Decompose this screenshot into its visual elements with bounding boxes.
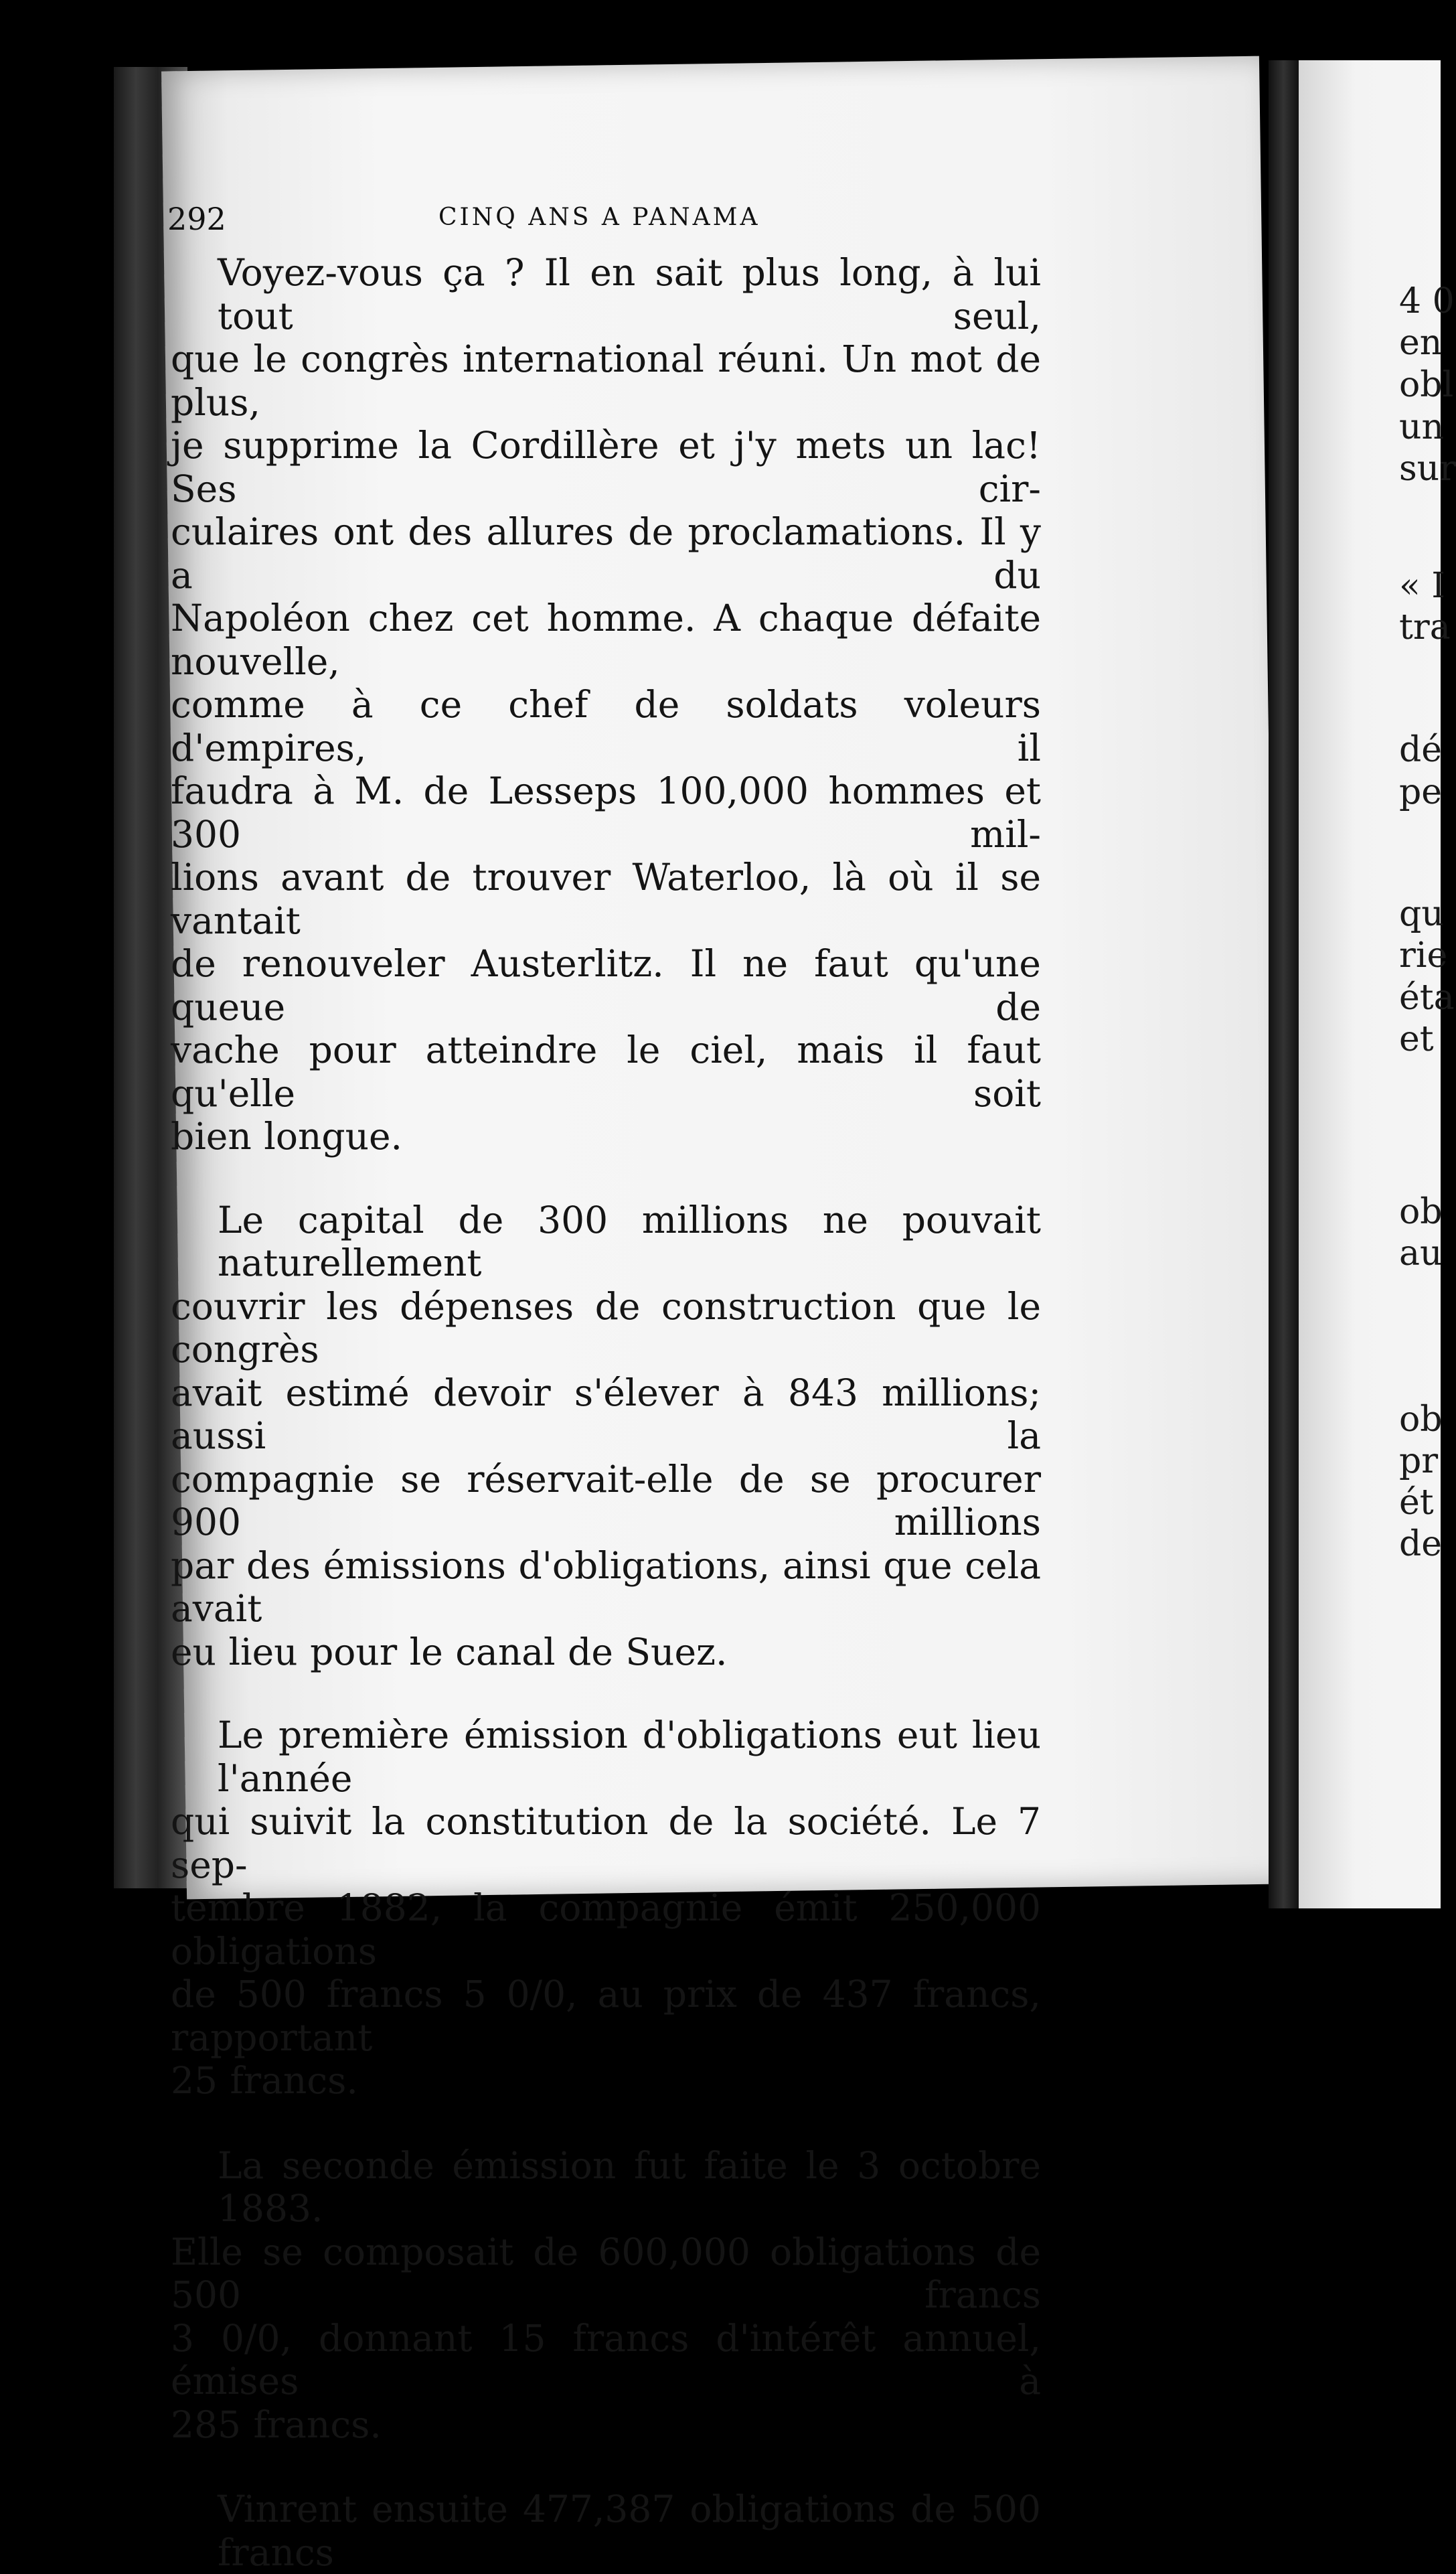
paragraph-gap	[171, 2103, 1041, 2144]
facing-fragment: de	[1399, 1524, 1443, 1564]
text-line: bien longue.	[171, 1115, 403, 1158]
text-line: Napoléon chez cet homme. A chaque défaite nouvelle,	[171, 597, 1041, 683]
facing-page	[1299, 60, 1456, 1908]
text-line: La seconde émission fut faite le 3 octobre 1883.	[218, 2143, 1041, 2230]
paragraph-3	[171, 1714, 1041, 2103]
text-line: Voyez-vous ça ? Il en sait plus long, à lui tout seul,	[218, 251, 1041, 337]
text-line: 285 francs.	[171, 2403, 382, 2446]
text-line: Le capital de 300 millions ne pouvait naturellement	[218, 1198, 1041, 1284]
facing-fragment: ob	[1399, 1399, 1443, 1440]
facing-fragment: en	[1399, 323, 1443, 363]
text-line: je supprime la Cordillère et j'y mets un lac! Ses cir-	[171, 424, 1041, 510]
facing-fragment: qu	[1399, 894, 1444, 934]
text-line: qui suivit la constitution de la société. Le 7 sep-	[171, 1800, 1041, 1886]
text-line: culaires ont des allures de proclamations. Il y a du	[171, 510, 1041, 597]
text-line: que le congrès international réuni. Un mot de plus,	[171, 337, 1041, 424]
facing-fragment: tra	[1399, 607, 1451, 648]
running-title: CINQ ANS A PANAMA	[438, 204, 760, 231]
facing-fragment: « I	[1399, 566, 1445, 606]
paragraph-1	[171, 251, 1041, 1158]
text-line: eu lieu pour le canal de Suez.	[171, 1630, 728, 1673]
text-line: de renouveler Austerlitz. Il ne faut qu'une queue de	[171, 942, 1041, 1029]
paragraph-2	[171, 1199, 1041, 1674]
facing-fragment: pe	[1399, 772, 1443, 812]
page-number: 292	[167, 201, 226, 237]
facing-fragment: ét	[1399, 1483, 1434, 1523]
text-line: couvrir les dépenses de construction que le congrès	[171, 1284, 1041, 1371]
paragraph-gap	[171, 1673, 1041, 1714]
text-line: comme à ce chef de soldats voleurs d'empires, il	[171, 683, 1041, 769]
text-line: par des émissions d'obligations, ainsi que cela avait	[171, 1543, 1041, 1630]
facing-fragment: ob	[1399, 1192, 1443, 1232]
facing-fragment: obl	[1399, 365, 1454, 405]
facing-fragment: dé	[1399, 730, 1443, 770]
body-text	[171, 251, 1041, 2574]
facing-fragment: 4 0	[1399, 281, 1455, 321]
text-line: de 500 francs 5 0/0, au prix de 437 francs, rapportant	[171, 1973, 1041, 2059]
paragraph-gap	[171, 1158, 1041, 1199]
text-line: 3 0/0, donnant 15 francs d'intérêt annuel, émises à	[171, 2316, 1041, 2403]
paragraph-4	[171, 2144, 1041, 2447]
text-line: avait estimé devoir s'élever à 843 millions; aussi la	[171, 1371, 1041, 1457]
text-line: faudra à M. de Lesseps 100,000 hommes et 300 mil-	[171, 769, 1041, 856]
paragraph-gap	[171, 2446, 1041, 2488]
page-edge	[1269, 60, 1299, 1908]
facing-fragment: au	[1399, 1233, 1443, 1274]
running-head	[167, 201, 971, 241]
text-line: compagnie se réservait-elle de se procurer 900 millions	[171, 1457, 1041, 1543]
text-line: tembre 1882, la compagnie émit 250,000 obligations	[171, 1886, 1041, 1973]
facing-fragment: un	[1399, 407, 1444, 447]
text-line: Vinrent ensuite 477,387 obligations de 500 francs	[218, 2488, 1041, 2574]
facing-fragment: et	[1399, 1019, 1434, 1059]
facing-fragment: sur	[1399, 449, 1456, 489]
text-line: lions avant de trouver Waterloo, là où il se vantait	[171, 856, 1041, 942]
facing-fragment: rie	[1399, 935, 1448, 976]
text-line: Elle se composait de 600,000 obligations de 500 francs	[171, 2230, 1041, 2316]
text-line: 25 francs.	[171, 2059, 358, 2102]
text-line: Le première émission d'obligations eut lieu l'année	[218, 1714, 1041, 1800]
facing-fragment: pr	[1399, 1441, 1439, 1481]
facing-fragment: éta	[1399, 978, 1455, 1018]
paragraph-5	[171, 2488, 1041, 2574]
text-line: vache pour atteindre le ciel, mais il faut qu'elle soit	[171, 1029, 1041, 1115]
